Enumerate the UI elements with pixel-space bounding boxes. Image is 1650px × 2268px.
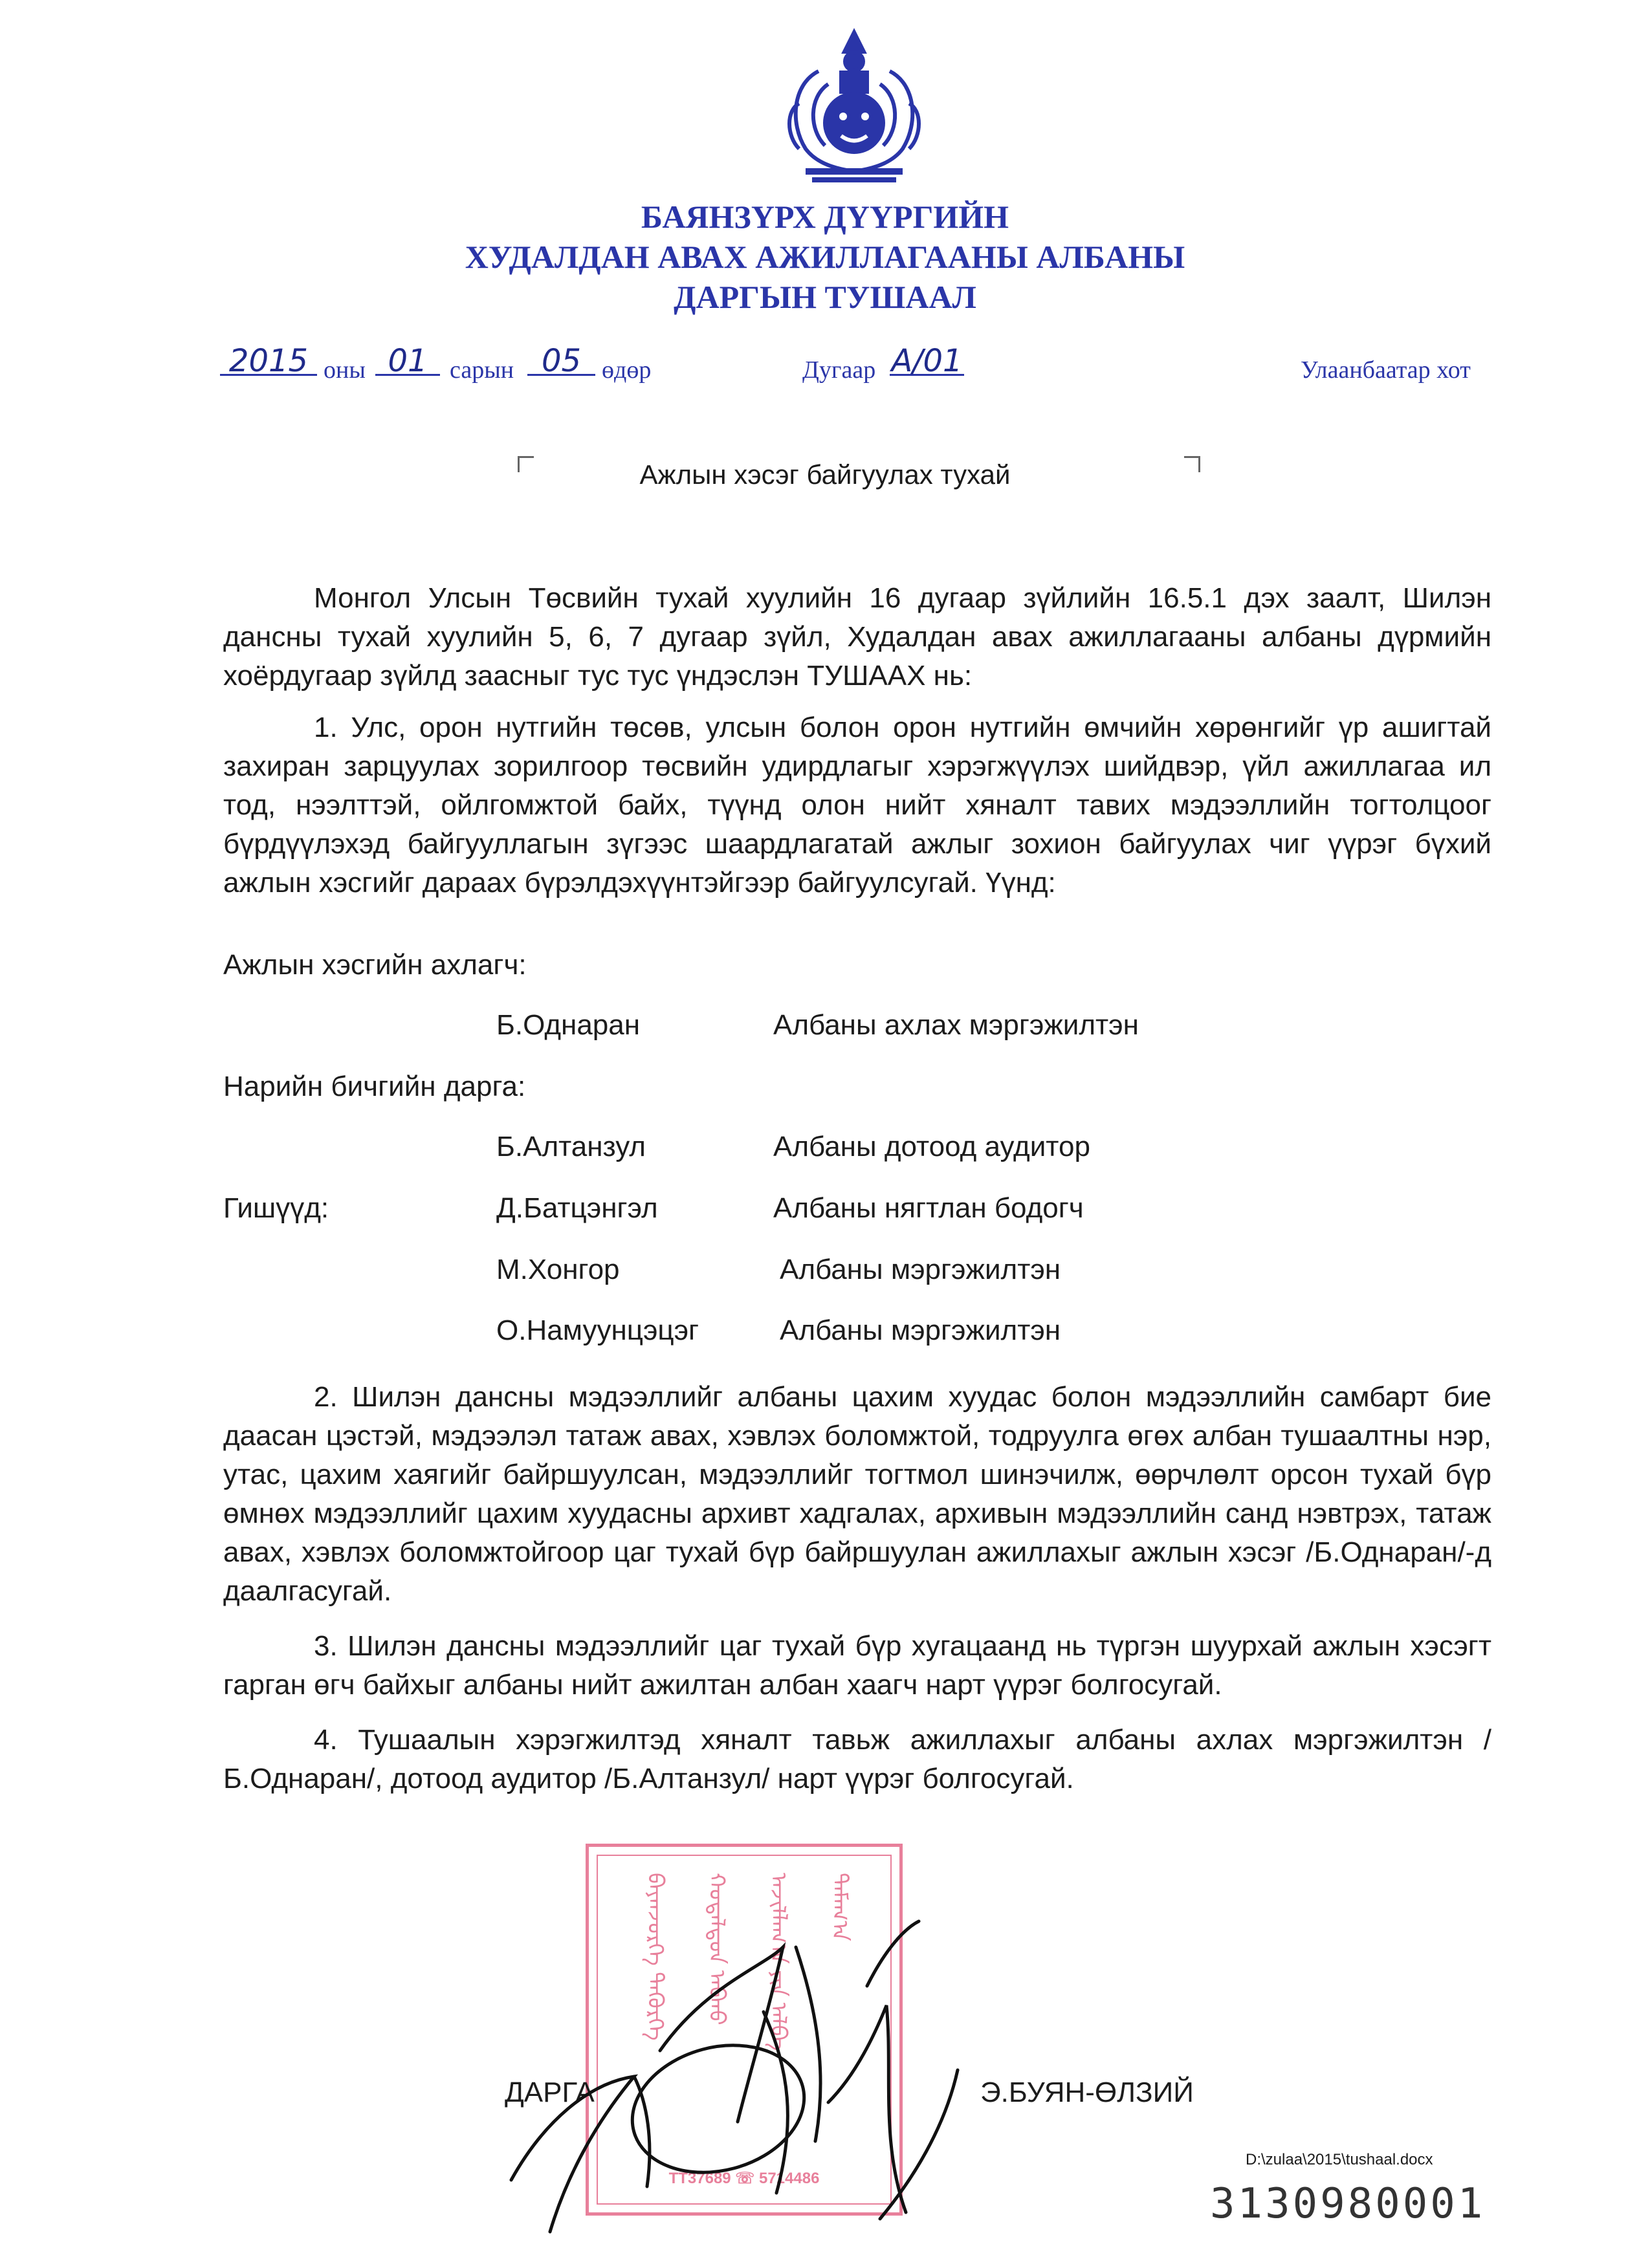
leader-position: Албаны ахлах мэргэжилтэн	[773, 1009, 1139, 1041]
city: Улаанбаатар хот	[1301, 356, 1471, 384]
stamp-number: ТТ37689 ☏ 5714486	[668, 2170, 820, 2187]
subject-title: Ажлын хэсэг байгуулах тухай	[639, 459, 1011, 490]
member-position: Албаны нягтлан бодогч	[773, 1192, 1084, 1224]
members-label: Гишүүд:	[223, 1192, 329, 1224]
stamp-script-line: ᠲᠠᠮᠠᠭ᠎ᠠ	[827, 1873, 852, 1941]
header-line-1: БАЯНЗҮРХ ДҮҮРГИЙН	[641, 199, 1009, 235]
leader-name: Б.Однаран	[496, 1009, 641, 1041]
day-suffix: өдөр	[602, 356, 652, 384]
signatory-name: Э.БУЯН-ӨЛЗИЙ	[980, 2077, 1194, 2108]
member-name: О.Намуунцэцэг	[496, 1314, 699, 1346]
header-line-3: ДАРГЫН ТУШААЛ	[674, 279, 976, 315]
handwritten-signature	[492, 1908, 1074, 2245]
secretary-label: Нарийн бичгийн дарга:	[223, 1071, 526, 1102]
member-position: Албаны мэргэжилтэн	[780, 1254, 1061, 1285]
intro-paragraph: Монгол Улсын Төсвийн тухай хуулийн 16 дугаар зүйлийн 16.5.1 дэх заалт, Шилэн дансны тухай хуулийн 5, 6, 7 дугаар зүйл, Худалдан авах ажиллагааны албаны дүрмийн хоёрдугаар зүйлд заасныг тус тус үндэслэн ТУШААХ нь:	[223, 582, 1491, 692]
stamp-script-line: ᠬᠤᠳᠠᠯᠳᠤᠨ ᠠᠪᠬᠤ	[704, 1873, 729, 2025]
secretary-name: Б.Алтанзул	[496, 1131, 646, 1162]
member-position: Албаны мэргэжилтэн	[780, 1314, 1061, 1346]
stamp-script-line: ᠠᠵᠢᠯᠯᠠᠭ᠎ᠠ ᠶᠢᠨ ᠠᠯᠪᠠ	[765, 1873, 791, 2051]
handwritten-year: 2015	[220, 343, 317, 376]
member-name: М.Хонгор	[496, 1254, 620, 1285]
month-suffix: сарын	[450, 356, 514, 384]
file-path: D:\zulaa\2015\tushaal.docx	[1246, 2151, 1433, 2168]
year-suffix: оны	[324, 356, 366, 384]
item-1-paragraph: 1. Улс, орон нутгийн төсөв, улсын болон орон нутгийн өмчийн хөрөнгийг үр ашигтай захиран зарцуулах зорилгоор төсвийн удирдлагыг хэрэгжүүлэх шийдвэр, үйл ажиллагаа ил тод, нээлттэй, ойлгомжтой байх, түүнд олон нийт хяналт тавих мэдээллийн тогтолцоог бүрдүүлэхэд байгууллагын зүгээс шаардлагатай ажлыг зохион байгуулах чиг үүрэг бүхий ажлын хэсгийг дараах бүрэлдэхүүнтэйгээр байгуулсугай. Үүнд:	[223, 712, 1491, 899]
item-2-paragraph: 2. Шилэн дансны мэдээллийг албаны цахим хуудас болон мэдээллийн самбарт бие даасан цэстэй, мэдээлэл татаж авах, хэвлэх боломжтой, тодруулга өгөх албан тушаалтны нэр, утас, цахим хаягийг байршуулсан, мэдээллийг тогтмол шинэчилж, өөрчлөлт орсон тухай бүр өмнөх мэдээллийг цахим хуудасны архивт хадгалах, архивын мэдээллийн санд нэвтрэх, татаж авах, хэвлэх боломжтойгоор цаг тухай бүр байршуулан ажиллахыг ажлын хэсэг /Б.Однаран/-д даалгасугай.	[223, 1381, 1491, 1607]
header-line-2: ХУДАЛДАН АВАХ АЖИЛЛАГААНЫ АЛБАНЫ	[465, 239, 1185, 275]
item-4-paragraph: 4. Тушаалын хэрэгжилтэд хяналт тавьж ажиллахыг албаны ахлах мэргэжилтэн /Б.Однаран/, дотоод аудитор /Б.Алтанзул/ нарт үүрэг болгосугай.	[223, 1724, 1491, 1794]
item-3-paragraph: 3. Шилэн дансны мэдээллийг цаг тухай бүр хугацаанд нь түргэн шуурхай ажлын хэсэгт гарган өгч байхыг албаны нийт ажилтан албан хаагч нарт үүрэг болгосугай.	[223, 1630, 1491, 1701]
stamp-script-line: ᠪᠠᠶᠠᠨᠵᠦᠷᠬᠡ ᠳᠡᠭᠦᠷᠭᠡ	[643, 1873, 668, 2041]
serial-number: 3130980001	[1210, 2180, 1486, 2228]
meta-line	[220, 343, 1501, 388]
number-label: Дугаар	[802, 356, 876, 384]
leader-label: Ажлын хэсгийн ахлагч:	[223, 949, 527, 981]
handwritten-month: 01	[375, 343, 440, 376]
handwritten-day: 05	[527, 343, 595, 376]
emblem-logo	[780, 26, 929, 188]
handwritten-number: А/01	[890, 343, 964, 376]
secretary-position: Албаны дотоод аудитор	[773, 1131, 1090, 1162]
member-name: Д.Батцэнгэл	[496, 1192, 658, 1224]
signature-title: ДАРГА	[505, 2077, 595, 2108]
